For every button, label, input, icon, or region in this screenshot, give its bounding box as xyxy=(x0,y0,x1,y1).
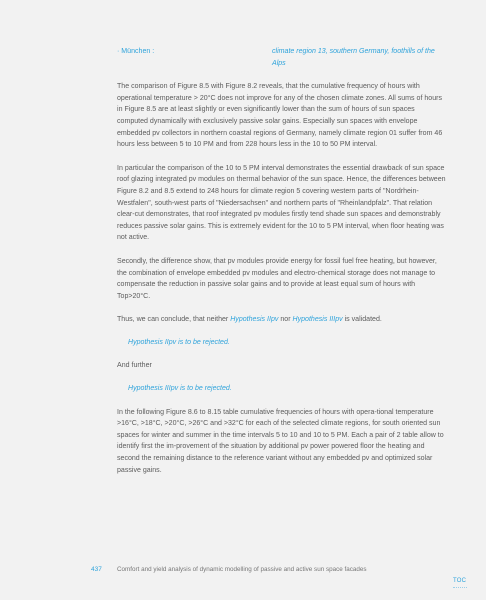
paragraph-comparison: The comparison of Figure 8.5 with Figure 8.2 reveals, that the cumulative frequency of hours with operational temperature > 20°C does not improve for any of the chosen climate zones. All sums of hours in Figure 8.5 are at least slightly or even significantly lower than the sum of hours of sun spaces computed dynamically with exclusively passive solar gains. Especially sun spaces with envelope embedded pv collectors in northern coastal regions of Germany, namely climate region 01 suffer from 46 hours less between 5 to 10 PM and from 228 hours less in the 10 to 50 PM interval. xyxy=(117,83,443,149)
body-content xyxy=(117,46,447,476)
paragraph-secondly: Secondly, the difference show, that pv modules provide energy for fossil fuel free heating, but however, the combination of envelope embedded pv modules and electro-chemical storage does not manage to compensate the reduction in passive solar gains and to provide at least equal sum of hours with Top>20°C. xyxy=(117,257,437,300)
city-name: · München : xyxy=(117,48,155,55)
hypothesis-link-iipv[interactable]: Hypothesis IIpv xyxy=(230,315,279,323)
conclusion-text-pre: Thus, we can conclude, that neither xyxy=(117,315,231,323)
hypothesis-iipv-rejected: Hypothesis IIpv is to be rejected. xyxy=(128,339,230,347)
paragraph-interval: In particular the comparison of the 10 to 5 PM interval demonstrates the essential drawback of sun space roof glazing integrated pv modules on thermal behavior of the sun space. Hence, the differences between Figure 8.2 and 8.5 extend to 248 hours for climate region 5 covering western parts of "Nordrhein-Westfalen", south-west parts of "Niedersachsen" and northern parts of "Rheinlandpfalz". That relation clear-cut demonstrates, that roof integrated pv modules firstly tend shade sun spaces and demonstrably reduces passive solar gains. This is extremely evident for the 10 to 5 PM interval, when floor heating was not active. xyxy=(117,164,446,242)
conclusion-text-mid: nor xyxy=(278,315,293,323)
paragraph-conclusion xyxy=(117,314,447,326)
city-description: climate region 13, southern Germany, foothills of the Alps xyxy=(272,48,435,67)
conclusion-text-post: is validated. xyxy=(342,315,382,323)
footer-title: Comfort and yield analysis of dynamic modelling of passive and active sun space facades xyxy=(117,566,367,573)
toc-underline xyxy=(453,587,467,589)
paragraph-following-figures: In the following Figure 8.6 to 8.15 table cumulative frequencies of hours with opera-tional temperature >16°C, >18°C, >20°C, >26°C and >32°C for each of the selected climate regions, for south oriented sun spaces for winter and summer in the time intervals 5 to 10 and 10 to 5 PM. Each a pair of 2 table allow to identify first the im-provement of the situation by additional pv power powered floor the heating and second the remaining distance to the reference variant without any embedded pv and optimized solar passive gains. xyxy=(117,408,444,474)
hypothesis-link-iiipv[interactable]: Hypothesis IIIpv xyxy=(292,315,343,323)
toc-link[interactable]: TOC xyxy=(453,578,467,584)
and-further-text: And further xyxy=(117,362,152,370)
city-entry xyxy=(117,46,447,69)
page-number: 437 xyxy=(91,566,102,573)
hypothesis-iiipv-rejected: Hypothesis IIIpv is to be rejected. xyxy=(128,385,232,393)
